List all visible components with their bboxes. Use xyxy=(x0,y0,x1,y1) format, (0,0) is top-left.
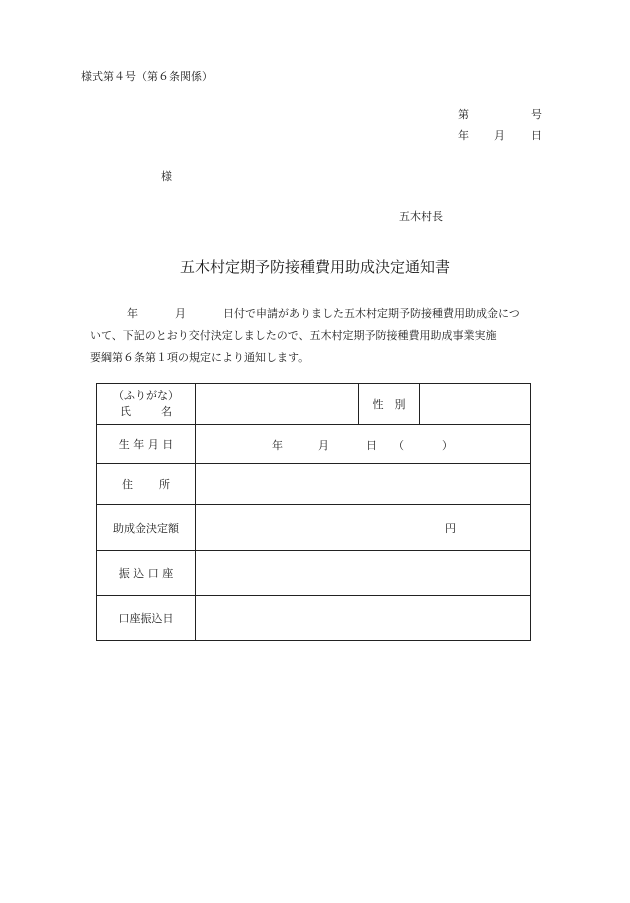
name-label: 氏 名 xyxy=(120,405,172,418)
age-open-paren: （ xyxy=(393,439,404,452)
document-number-suffix: 号 xyxy=(531,108,542,121)
gender-value-cell[interactable] xyxy=(420,384,531,425)
birth-day-unit: 日 xyxy=(366,439,377,452)
notice-body-line-1 xyxy=(90,303,560,325)
account-value-cell[interactable] xyxy=(196,551,531,596)
notice-body xyxy=(90,303,560,369)
table-row-birthdate xyxy=(97,425,531,464)
form-number: 様式第４号（第６条関係） xyxy=(81,70,213,83)
document-title: 五木村定期予防接種費用助成決定通知書 xyxy=(179,258,450,276)
birth-month-unit: 月 xyxy=(318,439,329,452)
address-value-cell[interactable] xyxy=(196,464,531,505)
account-label: 振 込 口 座 xyxy=(97,551,196,596)
age-close-paren: ） xyxy=(442,439,453,452)
body-month: 月 xyxy=(175,307,186,320)
issue-date-day: 日 xyxy=(531,129,542,142)
table-row-transfer-date xyxy=(97,596,531,641)
table-row-account xyxy=(97,551,531,596)
transfer-date-value-cell[interactable] xyxy=(196,596,531,641)
addressee-honorific: 様 xyxy=(161,170,172,183)
document-number-prefix: 第 xyxy=(458,108,469,121)
furigana-label: （ふりがな） xyxy=(113,389,179,402)
issue-date-year: 年 xyxy=(458,129,469,142)
transfer-date-label: 口座振込日 xyxy=(97,596,196,641)
body-line-1-text: 日付で申請がありました五木村定期予防接種費用助成金につ xyxy=(223,307,520,320)
birthdate-label: 生 年 月 日 xyxy=(97,425,196,464)
notice-body-line-2: いて、下記のとおり交付決定しましたので、五木村定期予防接種費用助成事業実施 xyxy=(90,329,497,342)
amount-value-cell[interactable] xyxy=(196,505,531,551)
birthdate-value-cell[interactable] xyxy=(196,425,531,464)
amount-unit: 円 xyxy=(445,522,456,535)
address-label: 住 所 xyxy=(97,464,196,505)
amount-label: 助成金決定額 xyxy=(97,505,196,551)
issue-date-month: 月 xyxy=(494,129,505,142)
birth-year-unit: 年 xyxy=(272,439,283,452)
table-row-name xyxy=(97,384,531,425)
name-label-cell xyxy=(97,384,196,425)
table-row-amount xyxy=(97,505,531,551)
name-value-cell[interactable] xyxy=(196,384,359,425)
notice-body-line-3: 要綱第６条第１項の規定により通知します。 xyxy=(90,351,310,364)
table-row-address xyxy=(97,464,531,505)
gender-label: 性 別 xyxy=(359,384,420,425)
body-year: 年 xyxy=(127,307,138,320)
applicant-info-table xyxy=(96,383,531,641)
issuer-name: 五木村長 xyxy=(399,210,443,223)
